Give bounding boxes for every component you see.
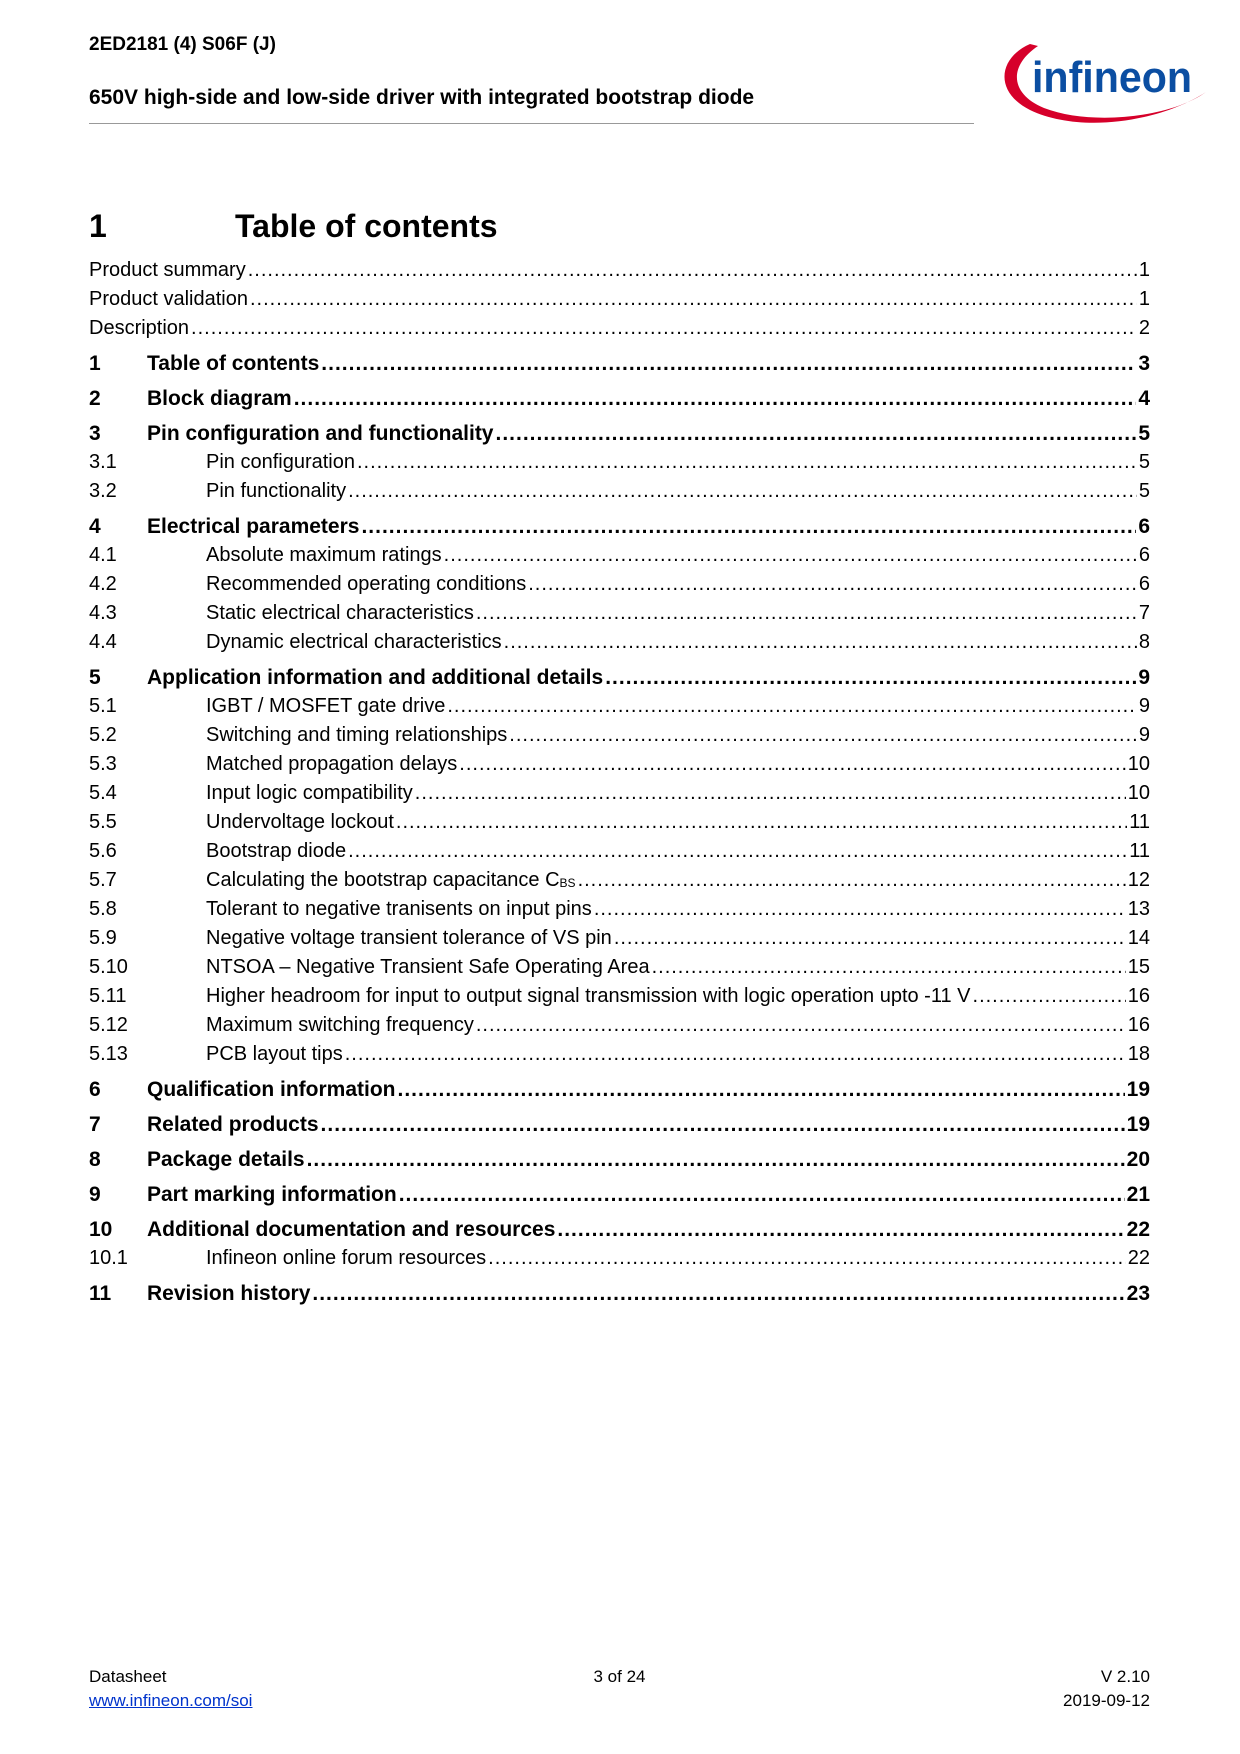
toc-entry-title-text: Product validation [89, 288, 248, 310]
toc-section-item[interactable] [89, 1107, 1150, 1142]
toc-entry-page: 15 [1127, 956, 1150, 978]
toc-entry-title-text: Pin functionality [206, 480, 347, 502]
toc-dot-leader [321, 1113, 1125, 1137]
toc-heading [89, 208, 498, 245]
footer-page-indicator: 3 of 24 [593, 1667, 646, 1686]
toc-entry-number: 5.12 [89, 1014, 128, 1036]
toc-entry-title [206, 1014, 474, 1037]
toc-entry-title-text: Part marking information [147, 1183, 397, 1206]
toc-subsection-item[interactable] [89, 1247, 1150, 1276]
toc-entry-title-text: Input logic compatibility [206, 782, 413, 804]
toc-entry-number: 3.2 [89, 480, 117, 502]
toc-dot-leader [399, 1183, 1125, 1207]
toc-dot-leader [476, 602, 1137, 625]
toc-dot-leader [250, 288, 1137, 311]
toc-entry-title [147, 666, 603, 690]
toc-entry-number: 11 [89, 1282, 112, 1305]
toc-entry-number: 5.8 [89, 898, 117, 920]
toc-front-matter-item[interactable] [89, 259, 1150, 288]
toc-entry-title-text: Application information and additional details [147, 666, 604, 689]
header-rule [89, 123, 974, 124]
toc-dot-leader [578, 869, 1126, 892]
toc-entry-number: 7 [89, 1113, 101, 1136]
toc-entry-title-text: Description [89, 317, 190, 339]
toc-entry-title [89, 259, 246, 282]
toc-dot-leader [496, 422, 1137, 446]
toc-entry-title [147, 422, 494, 446]
toc-entry-title-text: Maximum switching frequency [206, 1014, 474, 1036]
toc-entry-number: 5.6 [89, 840, 117, 862]
toc-entry-page: 19 [1126, 1078, 1150, 1101]
toc-dot-leader [973, 985, 1126, 1008]
toc-section-item[interactable] [89, 346, 1150, 381]
toc-dot-leader [528, 573, 1137, 596]
toc-dot-leader [557, 1218, 1124, 1242]
toc-entry-title-text: Higher headroom for input to output signal transmission with logic operation upto -11 V [206, 985, 971, 1007]
toc-entry-page: 21 [1126, 1183, 1150, 1206]
toc-entry-number: 5.5 [89, 811, 117, 833]
toc-section-item[interactable] [89, 1142, 1150, 1177]
toc-entry-title [206, 956, 650, 979]
footer-doc-type: Datasheet [89, 1667, 167, 1686]
toc-entry-title [206, 544, 442, 567]
toc-entry-title-subscript: BS [559, 876, 576, 890]
page-footer [89, 1667, 1150, 1715]
toc-entry-page: 1 [1138, 259, 1150, 281]
toc-entry-title-text: NTSOA – Negative Transient Safe Operating Area [206, 956, 650, 978]
toc-entry-number: 10.1 [89, 1247, 128, 1269]
toc-dot-leader [614, 927, 1126, 950]
toc-subsection-item[interactable] [89, 724, 1150, 753]
toc-entry-title [147, 1183, 397, 1207]
toc-entry-page: 6 [1138, 573, 1150, 595]
toc-entry-page: 19 [1126, 1113, 1150, 1136]
toc-entry-title-text: Additional documentation and resources [147, 1218, 556, 1241]
toc-dot-leader [444, 544, 1137, 567]
toc-entry-title [206, 573, 526, 596]
toc-entry-title [147, 1282, 310, 1306]
toc-entry-title [206, 724, 507, 747]
toc-entry-title-text: Pin configuration [206, 451, 355, 473]
toc-entry-title-text: Block diagram [147, 387, 292, 410]
toc-section-item[interactable] [89, 416, 1150, 451]
toc-subsection-item[interactable] [89, 782, 1150, 811]
toc-dot-leader [398, 1078, 1125, 1102]
toc-entry-number: 5.13 [89, 1043, 128, 1065]
toc-entry-title [206, 480, 346, 503]
toc-entry-page: 1 [1138, 288, 1150, 310]
toc-entry-page: 16 [1127, 985, 1150, 1007]
toc-dot-leader [307, 1148, 1125, 1172]
toc-entry-page: 6 [1138, 515, 1150, 538]
toc-subsection-item[interactable] [89, 1043, 1150, 1072]
toc-front-matter-item[interactable] [89, 288, 1150, 317]
toc-dot-leader [348, 480, 1137, 503]
toc-entry-page: 14 [1127, 927, 1150, 949]
toc-entry-number: 5.7 [89, 869, 117, 891]
toc-dot-leader [594, 898, 1126, 921]
toc-section-item[interactable] [89, 381, 1150, 416]
toc-entry-page: 22 [1127, 1247, 1150, 1269]
toc-entry-page: 13 [1127, 898, 1150, 920]
toc-section-item[interactable] [89, 1072, 1150, 1107]
toc-section-item[interactable] [89, 1276, 1150, 1311]
toc-entry-page: 11 [1129, 840, 1150, 862]
toc-subsection-item[interactable] [89, 811, 1150, 840]
toc-subsection-item[interactable] [89, 631, 1150, 660]
toc-entry-page: 12 [1127, 869, 1150, 891]
toc-entry-page: 6 [1138, 544, 1150, 566]
toc-entry-title-text: Matched propagation delays [206, 753, 458, 775]
toc-entry-page: 3 [1138, 352, 1150, 375]
toc-dot-leader [488, 1247, 1126, 1270]
toc-entry-page: 10 [1127, 753, 1150, 775]
toc-entry-number: 4.4 [89, 631, 117, 653]
toc-dot-leader [361, 515, 1136, 539]
toc-entry-number: 5 [89, 666, 101, 689]
toc-entry-title [147, 515, 359, 539]
toc-entry-title [206, 1043, 343, 1066]
toc-entry-number: 5.4 [89, 782, 117, 804]
toc-dot-leader [321, 352, 1136, 376]
toc-entry-page: 4 [1138, 387, 1150, 410]
toc-entry-title-text: Product summary [89, 259, 246, 281]
toc-entry-number: 5.10 [89, 956, 128, 978]
toc-subsection-item[interactable] [89, 898, 1150, 927]
toc-section-item[interactable] [89, 1212, 1150, 1247]
toc-dot-leader [504, 631, 1137, 654]
toc-subsection-item[interactable] [89, 840, 1150, 869]
toc-dot-leader [345, 1043, 1126, 1066]
toc-entry-title-text: Table of contents [147, 352, 320, 375]
toc-subsection-item[interactable] [89, 544, 1150, 573]
toc-entry-number: 8 [89, 1148, 101, 1171]
toc-subsection-item[interactable] [89, 985, 1150, 1014]
toc-entry-title [206, 840, 346, 863]
toc-entry-number: 3.1 [89, 451, 117, 473]
toc-entry-title [206, 753, 457, 776]
toc-entry-number: 5.1 [89, 695, 117, 717]
toc-entry-number: 4.2 [89, 573, 117, 595]
footer-version: V 2.10 [1100, 1667, 1150, 1686]
toc-entry-title [147, 352, 319, 376]
toc-dot-leader [348, 840, 1127, 863]
infineon-logo [990, 22, 1214, 126]
toc-entry-title-text: Infineon online forum resources [206, 1247, 487, 1269]
toc-subsection-item[interactable] [89, 480, 1150, 509]
toc-entry-number: 5.9 [89, 927, 117, 949]
toc-entry-number: 6 [89, 1078, 101, 1101]
toc-entry-title-text: Negative voltage transient tolerance of VS pin [206, 927, 612, 949]
toc-subsection-item[interactable] [89, 695, 1150, 724]
toc-entry-number: 4.3 [89, 602, 117, 624]
toc-entry-title [206, 1247, 486, 1270]
toc-entry-title [147, 387, 292, 411]
toc-entry-title-text: Static electrical characteristics [206, 602, 474, 624]
toc-entry-title-text: Switching and timing relationships [206, 724, 508, 746]
toc-subsection-item[interactable] [89, 451, 1150, 480]
toc-entry-title [206, 898, 592, 921]
toc-entry-title [206, 602, 474, 625]
toc-dot-leader [191, 317, 1137, 340]
toc-entry-title-text: Pin configuration and functionality [147, 422, 494, 445]
toc-entry-page: 9 [1138, 724, 1150, 746]
toc-section-item[interactable] [89, 509, 1150, 544]
toc-subsection-item[interactable] [89, 956, 1150, 985]
toc-entry-title [89, 317, 189, 340]
toc-entry-title-text: Qualification information [147, 1078, 396, 1101]
toc-entry-number: 5.3 [89, 753, 117, 775]
toc-dot-leader [509, 724, 1137, 747]
toc-entry-page: 11 [1129, 811, 1150, 833]
toc-entry-page: 20 [1126, 1148, 1150, 1171]
toc-entry-page: 9 [1138, 666, 1150, 689]
toc-entry-title-text: Undervoltage lockout [206, 811, 394, 833]
toc-dot-leader [605, 666, 1136, 690]
toc-entry-page: 16 [1127, 1014, 1150, 1036]
header-part-number: 2ED2181 (4) S06F (J) [89, 34, 276, 55]
toc-entry-title [206, 869, 576, 892]
toc-front-matter-item[interactable] [89, 317, 1150, 346]
logo-wordmark: infineon [1032, 53, 1192, 102]
toc-entry-title [206, 927, 612, 950]
table-of-contents [89, 259, 1150, 1311]
toc-entry-number: 9 [89, 1183, 101, 1206]
toc-subsection-item[interactable] [89, 869, 1150, 898]
toc-entry-page: 10 [1127, 782, 1150, 804]
toc-entry-page: 5 [1138, 480, 1150, 502]
toc-entry-page: 9 [1138, 695, 1150, 717]
toc-entry-number: 4.1 [89, 544, 117, 566]
toc-entry-number: 5.11 [89, 985, 127, 1007]
toc-entry-title-text: Recommended operating conditions [206, 573, 527, 595]
toc-dot-leader [312, 1282, 1124, 1306]
toc-subsection-item[interactable] [89, 927, 1150, 956]
toc-entry-page: 8 [1138, 631, 1150, 653]
toc-dot-leader [357, 451, 1137, 474]
toc-dot-leader [415, 782, 1126, 805]
toc-subsection-item[interactable] [89, 602, 1150, 631]
toc-dot-leader [652, 956, 1126, 979]
footer-date: 2019-09-12 [1063, 1691, 1150, 1710]
toc-entry-page: 18 [1127, 1043, 1150, 1065]
toc-entry-page: 2 [1138, 317, 1150, 339]
toc-subsection-item[interactable] [89, 753, 1150, 782]
toc-entry-title-text: Dynamic electrical characteristics [206, 631, 502, 653]
toc-dot-leader [459, 753, 1125, 776]
toc-dot-leader [447, 695, 1137, 718]
toc-entry-title [147, 1113, 319, 1137]
toc-entry-title [206, 695, 445, 718]
header-subtitle: 650V high-side and low-side driver with integrated bootstrap diode [89, 86, 755, 109]
toc-entry-title [147, 1078, 396, 1102]
toc-entry-page: 5 [1138, 451, 1150, 473]
toc-entry-number: 3 [89, 422, 101, 445]
toc-entry-page: 22 [1126, 1218, 1150, 1241]
toc-dot-leader [294, 387, 1137, 411]
toc-entry-number: 5.2 [89, 724, 117, 746]
toc-section-item[interactable] [89, 1177, 1150, 1212]
toc-section-item[interactable] [89, 660, 1150, 695]
toc-entry-number: 10 [89, 1218, 113, 1241]
toc-entry-title-text: Tolerant to negative tranisents on input pins [206, 898, 592, 920]
toc-heading-number: 1 [89, 208, 107, 244]
toc-entry-title [206, 985, 971, 1008]
toc-dot-leader [248, 259, 1137, 282]
toc-entry-page: 5 [1138, 422, 1150, 445]
toc-entry-title [206, 451, 355, 474]
toc-heading-title: Table of contents [235, 208, 498, 244]
toc-entry-title-text: IGBT / MOSFET gate drive [206, 695, 446, 717]
toc-entry-number: 4 [89, 515, 101, 538]
toc-entry-title-text: Calculating the bootstrap capacitance C [206, 869, 560, 891]
toc-entry-title-text: Related products [147, 1113, 319, 1136]
toc-entry-title [147, 1148, 305, 1172]
toc-entry-title-text: Package details [147, 1148, 305, 1171]
toc-entry-title [206, 631, 502, 654]
toc-entry-title [147, 1218, 555, 1242]
toc-entry-number: 1 [89, 352, 101, 375]
toc-entry-number: 2 [89, 387, 101, 410]
toc-entry-title [89, 288, 248, 311]
toc-subsection-item[interactable] [89, 1014, 1150, 1043]
toc-entry-title-text: PCB layout tips [206, 1043, 343, 1065]
toc-entry-title-text: Absolute maximum ratings [206, 544, 442, 566]
toc-entry-page: 23 [1126, 1282, 1150, 1305]
toc-entry-title [206, 811, 394, 834]
toc-entry-page: 7 [1138, 602, 1150, 624]
toc-entry-title [206, 782, 413, 805]
toc-dot-leader [396, 811, 1127, 834]
toc-subsection-item[interactable] [89, 573, 1150, 602]
footer-website-link[interactable]: www.infineon.com/soi [89, 1691, 253, 1710]
toc-dot-leader [476, 1014, 1126, 1037]
toc-entry-title-text: Revision history [147, 1282, 311, 1305]
toc-entry-title-text: Electrical parameters [147, 515, 360, 538]
toc-entry-title-text: Bootstrap diode [206, 840, 347, 862]
